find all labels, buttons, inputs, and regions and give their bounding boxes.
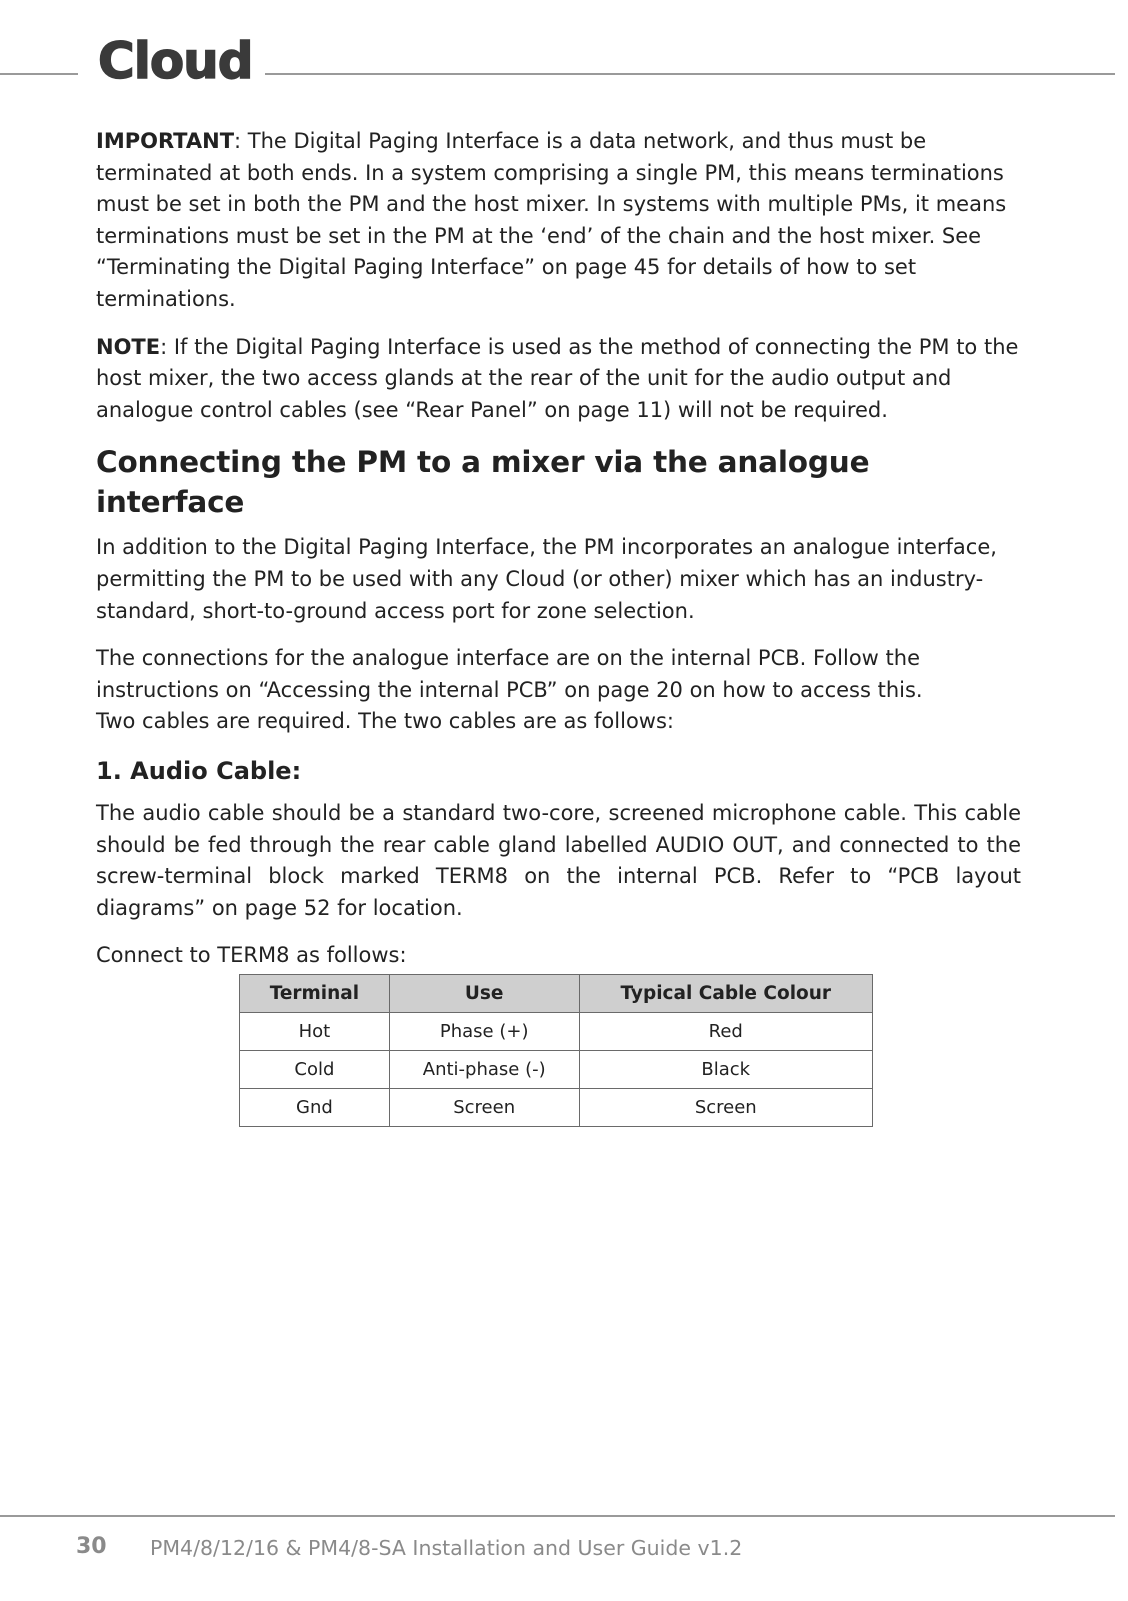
header-rule-left bbox=[0, 73, 78, 75]
cables-required-text: Two cables are required. The two cables are as follows: bbox=[96, 709, 674, 734]
table-cell: Cold bbox=[240, 1051, 390, 1089]
note-paragraph bbox=[96, 332, 1021, 427]
connections-paragraph bbox=[96, 643, 1021, 738]
audio-cable-paragraph: The audio cable should be a standard two-core, screened microphone cable. This cable should be fed through the rear cable gland labelled AUDIO OUT, and connected to the screw-terminal block marked TERM8 on the internal PCB. Refer to “PCB layout diagrams” on page 52 for location. bbox=[96, 800, 1021, 920]
note-text: : If the Digital Paging Interface is used as the method of connecting the PM to the host mixer, the two access glands at the rear of the unit for the audio output and analogue control cables (see “Rear Panel” on page 11) will not be required. bbox=[96, 334, 1019, 422]
section-title: Connecting the PM to a mixer via the analogue interface bbox=[96, 445, 870, 520]
header-use: Use bbox=[389, 975, 579, 1013]
section-intro-paragraph: In addition to the Digital Paging Interface, the PM incorporates an analogue interface, permitting the PM to be used with any Cloud (or other) mixer which has an industry-standard, short-to-ground access port for zone selection. bbox=[96, 535, 997, 623]
guide-title: PM4/8/12/16 & PM4/8-SA Installation and User Guide v1.2 bbox=[150, 1536, 743, 1560]
header-terminal: Terminal bbox=[240, 975, 390, 1013]
table-cell: Anti-phase (-) bbox=[389, 1051, 579, 1089]
header-rule-right bbox=[265, 73, 1115, 75]
table-row bbox=[240, 1051, 873, 1089]
connections-text: The connections for the analogue interface are on the internal PCB. Follow the instructions on “Accessing the internal PCB” on page 20 on how to access this. bbox=[96, 646, 923, 702]
important-label: IMPORTANT bbox=[96, 129, 235, 153]
table-row bbox=[240, 1013, 873, 1051]
page-content bbox=[96, 126, 1021, 988]
svg-text:Cloud: Cloud bbox=[98, 32, 253, 90]
table-cell: Screen bbox=[579, 1089, 872, 1127]
connect-term8-text: Connect to TERM8 as follows: bbox=[96, 943, 407, 968]
table-cell: Hot bbox=[240, 1013, 390, 1051]
footer-rule bbox=[0, 1515, 1115, 1517]
header-cable-colour: Typical Cable Colour bbox=[579, 975, 872, 1013]
table-cell: Gnd bbox=[240, 1089, 390, 1127]
important-text: : The Digital Paging Interface is a data network, and thus must be terminated at both ends. In a system comprising a single PM, this means terminations must be set in both the PM and the host mixer. In systems with multiple PMs, it means terminations must be set in the PM at the ‘end’ of the chain and the host mixer. See “Terminating the Digital Paging Interface” on page 45 for details of how to set terminations. bbox=[96, 129, 1007, 311]
important-paragraph bbox=[96, 126, 1021, 316]
table-row bbox=[240, 1089, 873, 1127]
cloud-logo bbox=[96, 22, 256, 92]
table-header-row bbox=[240, 975, 873, 1013]
audio-cable-heading: 1. Audio Cable: bbox=[96, 756, 302, 785]
term8-table bbox=[239, 974, 873, 1127]
note-label: NOTE bbox=[96, 334, 161, 359]
table-cell: Red bbox=[579, 1013, 872, 1051]
table-cell: Black bbox=[579, 1051, 872, 1089]
table-cell: Phase (+) bbox=[389, 1013, 579, 1051]
page-number: 30 bbox=[76, 1534, 107, 1559]
table-cell: Screen bbox=[389, 1089, 579, 1127]
